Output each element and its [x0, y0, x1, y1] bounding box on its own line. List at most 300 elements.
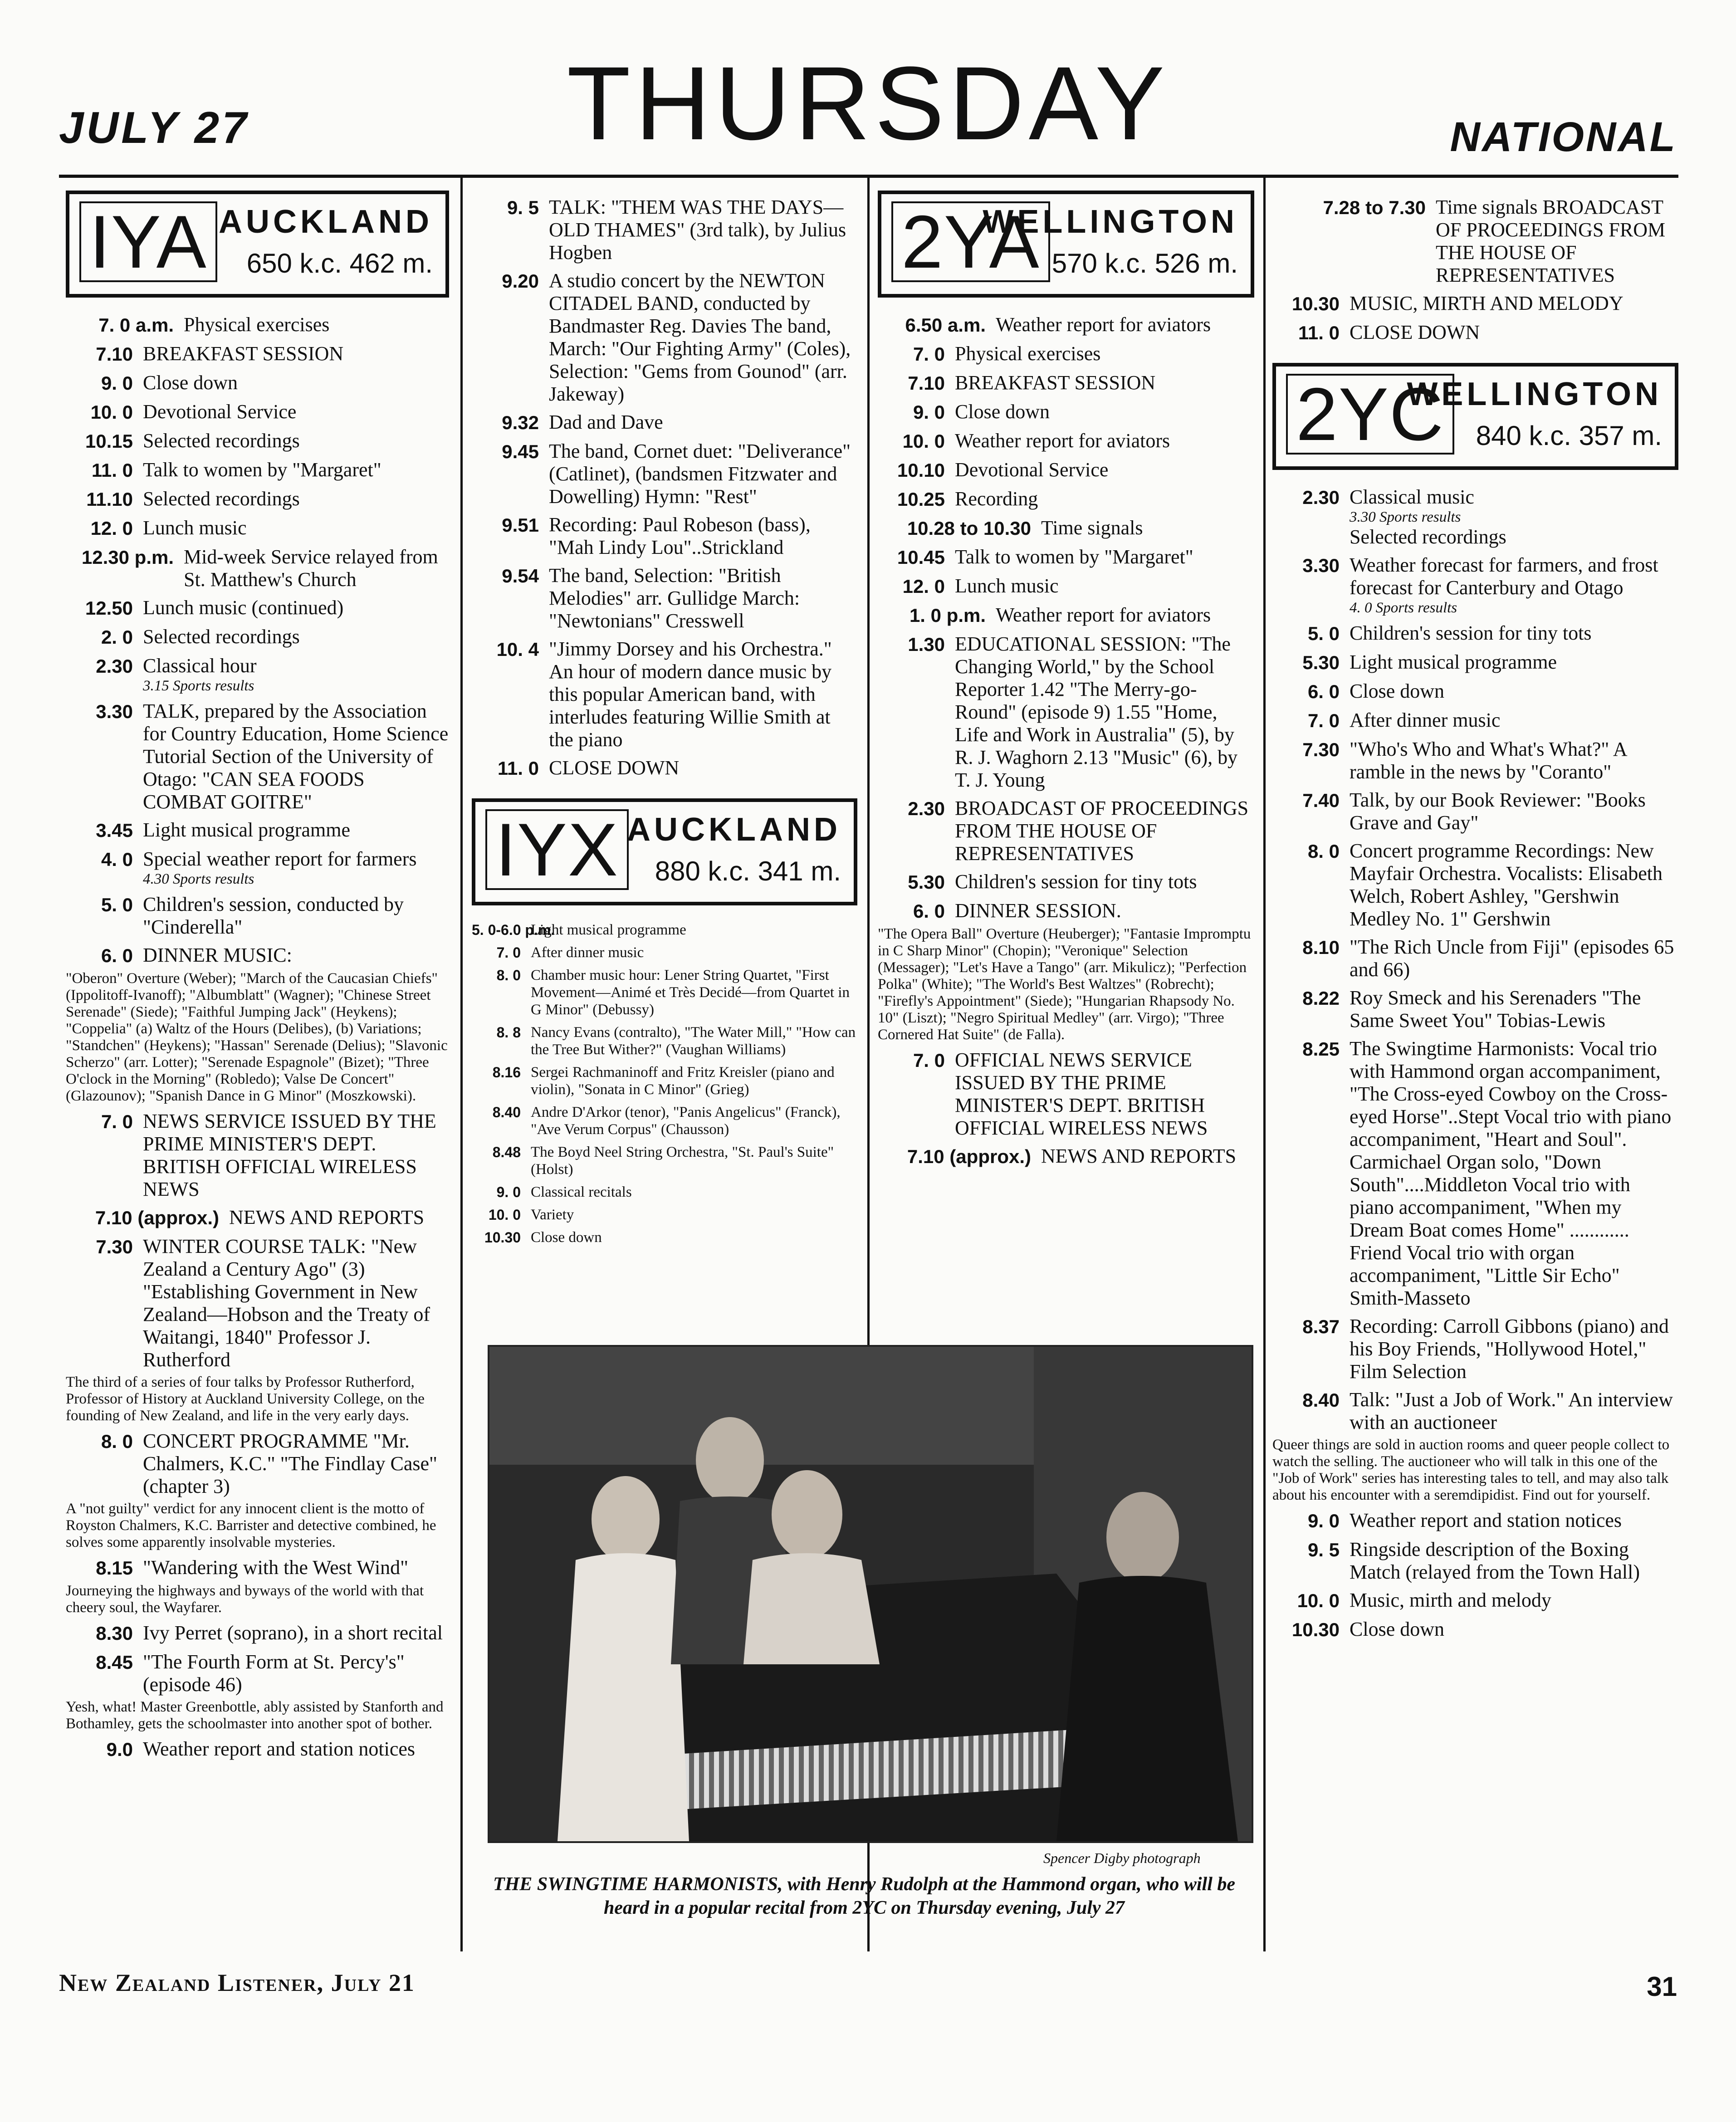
program-time: 7.10 (approx.): [907, 1146, 1031, 1167]
program-time: 7.40: [1302, 790, 1340, 811]
program-title: Close down: [1350, 680, 1444, 702]
program-description: Journeying the highways and byways of the world with that cheery soul, the Wayfarer.: [66, 1583, 424, 1616]
program-time: 8.10: [1302, 937, 1340, 958]
program-entry: [66, 1556, 449, 1580]
program-subnote: 4.30 Sports results: [143, 871, 254, 887]
program-title: After dinner music: [531, 944, 644, 961]
program-title: Ivy Perret (soprano), in a short recital: [143, 1622, 443, 1644]
program-details: [1350, 1315, 1678, 1383]
program-entry: [878, 430, 1254, 453]
swingtime-harmonists-photo: [489, 1347, 1252, 1841]
program-details: [531, 921, 857, 939]
program-time: 8.25: [1302, 1038, 1340, 1060]
program-entry: [472, 944, 857, 961]
program-time: 7. 0: [913, 1050, 945, 1071]
program-entry: [66, 342, 449, 366]
photograph: [488, 1345, 1253, 1843]
program-title: Close down: [955, 401, 1050, 423]
program-title: BROADCAST OF PROCEEDINGS FROM THE HOUSE OF REPRESENTATIVES: [955, 797, 1249, 865]
program-title: DINNER MUSIC:: [143, 944, 292, 966]
program-entry: [1272, 1389, 1678, 1434]
program-details: [549, 638, 857, 751]
program-title: NEWS SERVICE ISSUED BY THE PRIME MINISTER'S DEPT. BRITISH OFFICIAL WIRELESS NEWS: [143, 1110, 436, 1200]
program-details: [1350, 680, 1678, 703]
program-entry: [472, 1229, 857, 1246]
program-entry: [878, 604, 1254, 627]
program-title: EDUCATIONAL SESSION: "The Changing World," by the School Reporter 1.42 "The Merry-go-Round" (episode 9) 1.55 "Home, Life and Work in Australia" (5), by R. J. Waghorn 2.13 "Music" (6), by T. J. Young: [955, 633, 1238, 791]
program-details: [955, 797, 1254, 865]
program-entry: [472, 757, 857, 780]
program-details: [143, 430, 449, 452]
program-details: [1350, 789, 1678, 834]
program-details: [1041, 517, 1254, 539]
program-time: 7. 0: [1307, 710, 1340, 731]
program-details: [143, 1430, 449, 1498]
program-time: 5. 0: [101, 894, 133, 915]
program-details: [143, 1556, 449, 1579]
program-title: Lunch music: [143, 517, 247, 539]
program-time: 9. 5: [1307, 1539, 1340, 1560]
program-time: 11. 0: [497, 758, 539, 779]
program-time: 8.30: [96, 1623, 133, 1644]
program-details: [531, 1144, 857, 1178]
program-title: NEWS AND REPORTS: [229, 1206, 425, 1228]
program-time: 2.30: [908, 798, 945, 819]
program-title: Talk to women by "Margaret": [143, 459, 381, 481]
program-list: [472, 196, 857, 780]
program-entry: [66, 848, 449, 888]
program-details: [143, 1622, 449, 1644]
program-time: 8.48: [492, 1144, 521, 1160]
station-city: WELLINGTON: [1407, 376, 1662, 412]
program-details: [1350, 936, 1678, 981]
program-entry: [66, 1206, 449, 1230]
program-title: Talk: "Just a Job of Work." An interview with an auctioneer: [1350, 1389, 1673, 1433]
program-time: 8.40: [1302, 1389, 1340, 1411]
program-entry: [472, 196, 857, 264]
program-title: Classical recitals: [531, 1184, 632, 1200]
program-entry: [1272, 1618, 1678, 1642]
program-time: 10.25: [897, 489, 945, 510]
program-details: [531, 967, 857, 1018]
program-time: 1.30: [908, 634, 945, 655]
program-details: [996, 313, 1254, 336]
program-title: Children's session, conducted by "Cinderella": [143, 893, 404, 938]
program-title: Special weather report for farmers: [143, 848, 417, 870]
program-title: Weather report and station notices: [1350, 1509, 1622, 1531]
program-title: Lunch music (continued): [143, 597, 344, 619]
program-details: [184, 546, 449, 591]
program-details: [1350, 554, 1678, 616]
program-entry: [472, 1024, 857, 1058]
program-details: [955, 401, 1254, 423]
program-entry: [878, 372, 1254, 395]
program-time: 7.10: [96, 343, 133, 365]
program-title: Ringside description of the Boxing Match (relayed from the Town Hall): [1350, 1538, 1640, 1583]
program-time: 9.51: [502, 514, 539, 536]
program-entry: [66, 546, 449, 591]
program-time: 9. 0: [1307, 1510, 1340, 1531]
program-time: 10.30: [1291, 1619, 1340, 1640]
program-time: 6.50 a.m.: [905, 314, 986, 336]
program-details: [531, 1104, 857, 1138]
program-title: Lunch music: [955, 575, 1059, 597]
program-time: 6. 0: [913, 900, 945, 922]
program-details: [1350, 651, 1678, 674]
program-title: "Jimmy Dorsey and his Orchestra." An hour of modern dance music by this popular American band, with interludes featuring Willie Smith at the piano: [549, 638, 832, 751]
program-list: [1272, 196, 1678, 345]
program-title: Classical hour: [143, 655, 257, 677]
program-title: Concert programme Recordings: New Mayfair Orchestra. Vocalists: Elisabeth Welch, Robert Ashley, "Gershwin Medley No. 1" Gershwin: [1350, 840, 1663, 930]
program-title: "The Rich Uncle from Fiji" (episodes 65 and 66): [1350, 936, 1674, 981]
program-entry: [66, 1430, 449, 1498]
program-title: DINNER SESSION.: [955, 900, 1121, 922]
program-description: "The Opera Ball" Overture (Heuberger); "Fantasie Impromptu in C Sharp Minor" (Chopin); "Veronique" Selection (Messager); "Let's Have a Tango" (arr. Mikulicz); "Perfection Polka" (White); "The World's Best Waltzes" (Robrecht); "Firefly's Appointment" (Siede); "Hungarian Rhapsody No. 10" (Liszt); "Negro Spiritual Medley" (arr. Virgo); "Three Cornered Hat Suite" (de Falla).: [878, 926, 1251, 1043]
station-frequency: 840 k.c. 357 m.: [1476, 420, 1662, 451]
program-details: [143, 597, 449, 619]
program-title: TALK, prepared by the Association for Country Education, Home Science Tutorial Section of the University of Otago: "CAN SEA FOODS COMBAT GOITRE": [143, 700, 449, 813]
program-time: 10. 0: [90, 401, 133, 423]
program-title: CONCERT PROGRAMME "Mr. Chalmers, K.C." "The Findlay Case" (chapter 3): [143, 1430, 438, 1497]
program-time: 9.54: [502, 565, 539, 587]
station-call-sign: 2YC: [1286, 374, 1454, 455]
program-time: 12. 0: [90, 518, 133, 539]
station-call-sign: IYA: [79, 201, 217, 282]
program-entry: [66, 893, 449, 939]
program-title: WINTER COURSE TALK: "New Zealand a Century Ago" (3) "Establishing Government in New Zealand—Hobson and the Treaty of Waitangi, 1840" Professor J. Rutherford: [143, 1235, 430, 1371]
program-title: TALK: "THEM WAS THE DAYS—OLD THAMES" (3rd talk), by Julius Hogben: [549, 196, 846, 264]
program-time: 9. 0: [496, 1184, 521, 1200]
program-time: 2.30: [1302, 487, 1340, 508]
program-title: Selected recordings: [143, 488, 300, 510]
program-time: 8. 0: [101, 1431, 133, 1452]
program-time: 10.30: [484, 1229, 521, 1246]
program-title: Weather report and station notices: [143, 1738, 416, 1760]
program-time: 5. 0: [1307, 623, 1340, 644]
program-entry: [472, 638, 857, 751]
program-details: [955, 870, 1254, 893]
program-entry: [66, 313, 449, 337]
program-time: 8. 0: [496, 967, 521, 983]
program-entry: [878, 870, 1254, 894]
program-entry: [66, 459, 449, 482]
program-time: 10. 4: [496, 639, 539, 660]
program-time: 5.30: [908, 871, 945, 893]
program-entry: [878, 517, 1254, 540]
program-time: 8.40: [492, 1104, 521, 1120]
program-time: 5. 0-6.0 p.m.: [472, 922, 555, 938]
program-entry: [1272, 936, 1678, 981]
program-details: [955, 372, 1254, 394]
program-details: [143, 488, 449, 510]
program-entry: [878, 546, 1254, 569]
program-details: [1350, 840, 1678, 930]
program-title: Children's session for tiny tots: [1350, 622, 1592, 644]
program-details: [531, 1206, 857, 1223]
program-details: [143, 893, 449, 939]
program-entry: [1272, 680, 1678, 704]
station-header-2ya: [878, 191, 1254, 298]
station-frequency: 650 k.c. 462 m.: [246, 248, 433, 279]
program-details: [549, 411, 857, 434]
program-entry: [66, 597, 449, 620]
program-title: Variety: [531, 1207, 574, 1223]
program-details: [143, 655, 449, 694]
program-entry: [878, 1145, 1254, 1169]
program-entry: [66, 1738, 449, 1761]
column-divider: [460, 178, 463, 1951]
program-details: [1350, 1538, 1678, 1584]
program-title: Time signals: [1041, 517, 1143, 539]
column-divider: [1263, 178, 1266, 1951]
station-header-1yx: [472, 798, 857, 905]
program-details: [143, 517, 449, 539]
program-title: After dinner music: [1350, 709, 1501, 731]
program-time: 12.30 p.m.: [81, 547, 174, 568]
program-time: 1. 0 p.m.: [909, 605, 986, 626]
program-details: [549, 196, 857, 264]
program-entry: [472, 411, 857, 435]
program-entry: [878, 900, 1254, 923]
date-label: JULY 27: [59, 103, 249, 152]
program-details: [143, 342, 449, 365]
program-details: [549, 513, 857, 559]
program-time: 10.10: [897, 460, 945, 481]
program-entry: [1272, 321, 1678, 345]
program-time: 4. 0: [101, 849, 133, 870]
program-time: 8.22: [1302, 988, 1340, 1009]
program-title: Devotional Service: [955, 459, 1109, 481]
program-details: [955, 342, 1254, 365]
program-details: [955, 575, 1254, 597]
program-time: 12. 0: [902, 576, 945, 597]
program-entry: [66, 1651, 449, 1696]
program-entry: [1272, 1538, 1678, 1584]
program-title: Nancy Evans (contralto), "The Water Mill," "How can the Tree But Wither?" (Vaughan Williams): [531, 1024, 856, 1058]
program-time: 9. 0: [101, 372, 133, 394]
column-2yc: [1272, 191, 1678, 1642]
program-details: [549, 269, 857, 406]
program-entry: [66, 700, 449, 813]
program-time: 9.0: [106, 1739, 133, 1760]
program-title: Recording: Carroll Gibbons (piano) and his Boy Friends, "Hollywood Hotel," Film Selection: [1350, 1315, 1669, 1383]
program-time: 11. 0: [1298, 322, 1340, 343]
program-time: 7.10 (approx.): [95, 1207, 219, 1228]
program-title: The Boyd Neel String Orchestra, "St. Paul's Suite" (Holst): [531, 1144, 834, 1178]
program-entry: [1272, 292, 1678, 316]
program-entry: [472, 564, 857, 632]
program-title: OFFICIAL NEWS SERVICE ISSUED BY THE PRIME MINISTER'S DEPT. BRITISH OFFICIAL WIRELESS NEWS: [955, 1049, 1208, 1139]
program-details: [143, 1651, 449, 1696]
program-entry: [472, 967, 857, 1018]
program-entry: [66, 1110, 449, 1201]
station-city: AUCKLAND: [627, 812, 841, 848]
program-entry: [1272, 1509, 1678, 1533]
program-time: 3.45: [96, 820, 133, 841]
program-description: Queer things are sold in auction rooms and queer people collect to watch the selling. The auctioneer who will talk in this one of the "Job of Work" series has interesting tales to tell, and may also talk about his encounter with a seremdipidist. Find out for yourself.: [1272, 1437, 1670, 1503]
program-title: The band, Cornet duet: "Deliverance" (Catlinet), (bandsmen Fitzwater and Dowelling) Hymn: "Rest": [549, 440, 851, 508]
program-entry: [1272, 486, 1678, 548]
program-time: 7. 0 a.m.: [98, 314, 174, 336]
program-title: Talk to women by "Margaret": [955, 546, 1193, 568]
program-details: [143, 944, 449, 967]
program-time: 9.45: [502, 441, 539, 462]
program-entry: [1272, 987, 1678, 1032]
program-time: 10.30: [1291, 293, 1340, 314]
program-entry: [1272, 840, 1678, 930]
program-time: 7. 0: [101, 1111, 133, 1132]
program-title: Close down: [1350, 1618, 1444, 1640]
top-rule: [59, 175, 1678, 178]
program-title: Dad and Dave: [549, 411, 663, 433]
program-time: 10. 0: [488, 1207, 521, 1223]
program-title: Andre D'Arkor (tenor), "Panis Angelicus" (Franck), "Ave Verum Corpus" (Chausson): [531, 1104, 841, 1138]
program-title: Recording: [955, 488, 1038, 510]
program-title: Light musical programme: [143, 819, 350, 841]
station-call-sign: 2YA: [891, 201, 1050, 282]
program-details: [1041, 1145, 1254, 1168]
program-details: [143, 372, 449, 394]
program-details: [531, 1229, 857, 1246]
program-details: [531, 1064, 857, 1098]
program-details: [1350, 622, 1678, 645]
program-time: 9.32: [502, 412, 539, 433]
program-entry: [472, 513, 857, 559]
program-list: [878, 313, 1254, 1169]
program-entry: [1272, 1037, 1678, 1310]
program-title: Devotional Service: [143, 401, 297, 423]
program-details: [1350, 1618, 1678, 1641]
program-details: [549, 564, 857, 632]
program-time: 8.37: [1302, 1316, 1340, 1337]
program-time: 11. 0: [91, 460, 133, 481]
program-title: Physical exercises: [955, 342, 1101, 365]
network-label: NATIONAL: [1450, 114, 1677, 160]
program-title: Classical music: [1350, 486, 1474, 508]
program-title: BREAKFAST SESSION: [143, 342, 344, 365]
program-entry: [1272, 789, 1678, 834]
program-title: Sergei Rachmaninoff and Fritz Kreisler (piano and violin), "Sonata in C Minor" (Grieg): [531, 1064, 835, 1098]
program-details: [531, 1183, 857, 1201]
program-time: 8.15: [96, 1557, 133, 1579]
program-details: [1350, 709, 1678, 732]
photo-credit: Spencer Digby photograph: [1043, 1850, 1201, 1866]
program-time: 10.15: [85, 430, 133, 452]
station-call-sign: IYX: [485, 809, 629, 890]
program-time: 11.10: [86, 489, 133, 510]
program-title: Weather report for aviators: [996, 313, 1211, 336]
program-details: [549, 757, 857, 779]
program-entry: [1272, 738, 1678, 783]
program-entry: [472, 1104, 857, 1138]
program-details: [1350, 738, 1678, 783]
program-time: 2.30: [96, 655, 133, 677]
program-title: Recording: Paul Robeson (bass), "Mah Lindy Lou"..Strickland: [549, 513, 811, 558]
program-time: 9. 5: [507, 197, 539, 218]
program-entry: [1272, 622, 1678, 645]
program-title: Mid-week Service relayed from St. Matthew's Church: [184, 546, 438, 591]
program-title: NEWS AND REPORTS: [1041, 1145, 1237, 1167]
program-time: 9.20: [502, 270, 539, 292]
program-time: 10. 0: [902, 430, 945, 452]
program-title: Selected recordings: [1350, 526, 1506, 548]
station-city: WELLINGTON: [983, 204, 1238, 240]
program-title: Selected recordings: [143, 430, 300, 452]
program-details: [229, 1206, 449, 1229]
program-time: 12.50: [85, 597, 133, 619]
program-entry: [878, 401, 1254, 424]
program-details: [531, 944, 857, 961]
program-entry: [1272, 1315, 1678, 1383]
program-entry: [878, 797, 1254, 865]
program-list: [66, 313, 449, 1761]
program-entry: [878, 1049, 1254, 1139]
program-time: 7.10: [908, 372, 945, 394]
program-entry: [878, 313, 1254, 337]
program-time: 8. 8: [496, 1024, 521, 1041]
program-entry: [472, 269, 857, 406]
program-title: Weather report for aviators: [996, 604, 1211, 626]
program-list: [472, 921, 857, 1246]
program-details: [1350, 1509, 1678, 1532]
program-entry: [66, 1622, 449, 1645]
publication-footer: New Zealand Listener, July 21: [59, 1969, 415, 1996]
station-city: AUCKLAND: [219, 204, 433, 240]
program-subnote: 3.30 Sports results: [1350, 509, 1461, 525]
station-header-1ya: [66, 191, 449, 298]
program-entry: [472, 1183, 857, 1201]
program-time: 10.45: [897, 547, 945, 568]
photo-caption: THE SWINGTIME HARMONISTS, with Henry Rudolph at the Hammond organ, who will be heard in a popular recital from 2YC on Thursday evening, July 27: [493, 1874, 1236, 1918]
program-entry: [472, 1206, 857, 1223]
program-time: 3.30: [1302, 555, 1340, 576]
program-title: "The Fourth Form at St. Percy's" (episode 46): [143, 1651, 405, 1696]
program-title: Talk, by our Book Reviewer: "Books Grave and Gay": [1350, 789, 1646, 834]
program-entry: [66, 1235, 449, 1371]
program-details: [184, 313, 449, 336]
program-title: MUSIC, MIRTH AND MELODY: [1350, 292, 1624, 314]
program-entry: [1272, 1589, 1678, 1613]
program-details: [955, 900, 1254, 922]
program-details: [143, 700, 449, 813]
program-title: Close down: [143, 372, 238, 394]
program-details: [531, 1024, 857, 1058]
program-time: 6. 0: [101, 945, 133, 966]
program-entry: [66, 626, 449, 649]
program-details: [955, 488, 1254, 510]
program-time: 8.16: [492, 1064, 521, 1081]
program-title: Weather forecast for farmers, and frost forecast for Canterbury and Otago: [1350, 554, 1658, 599]
program-entry: [1272, 554, 1678, 616]
program-details: [1350, 486, 1678, 548]
program-title: Roy Smeck and his Serenaders "The Same Sweet You" Tobias-Lewis: [1350, 987, 1641, 1032]
program-entry: [66, 655, 449, 694]
program-time: 6. 0: [1307, 681, 1340, 702]
program-details: [143, 626, 449, 648]
program-time: 2. 0: [101, 626, 133, 648]
program-details: [955, 1049, 1254, 1139]
program-title: BREAKFAST SESSION: [955, 372, 1156, 394]
program-entry: [878, 342, 1254, 366]
program-title: "Wandering with the West Wind": [143, 1556, 409, 1579]
program-details: [549, 440, 857, 508]
program-details: [1436, 196, 1678, 287]
program-entry: [66, 372, 449, 395]
program-subnote: 3.15 Sports results: [143, 678, 254, 694]
program-time: 8. 0: [1307, 841, 1340, 862]
program-entry: [878, 459, 1254, 482]
program-details: [1350, 292, 1678, 315]
